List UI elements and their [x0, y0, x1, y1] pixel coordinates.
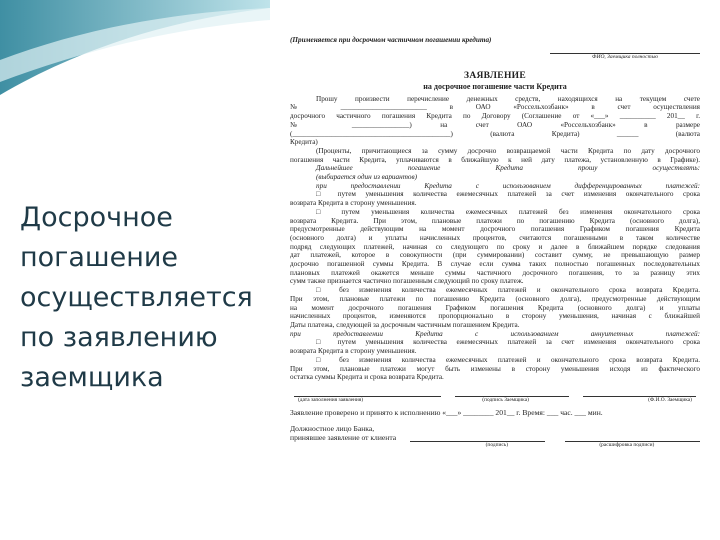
body-line: погашения части Кредита, уплачиваются в ближайшую к ней дату платежа, установленную в Графике). — [290, 155, 700, 164]
body-line: возврата Кредита в сторону уменьшения. — [290, 347, 417, 356]
body-line: Дальнейшее погашение Кредита прошу осуществлять: — [316, 164, 700, 173]
body-line: Прошу произвести перечисление денежных средств, находящихся на текущем счете — [316, 94, 700, 103]
body-line: □ без изменения количества ежемесячных платежей и окончательного срока возврата Кредита. — [316, 355, 700, 364]
body-line: на момент досрочного погашения Графиком погашения Кредита (основного долга) и уплаты — [290, 303, 700, 312]
document-title: ЗАЯВЛЕНИЕ — [464, 70, 526, 81]
body-line: □ без изменения количества ежемесячных платежей и окончательного срока возврата Кредита. — [316, 286, 700, 295]
body-line: предусмотренные действующим на момент досрочного погашения Графиком погашения Кредита — [290, 225, 700, 234]
heading-line: осуществляется — [20, 282, 253, 313]
sig-label: (Ф.И.О. Заемщика) — [648, 396, 692, 403]
body-line: □ путем уменьшения количества ежемесячных платежей за счет изменения окончательного срока — [316, 338, 700, 347]
accepted-line: Заявление проверено и принято к исполнению «___» ________ 201__ г. Время: ___ час. ___ мин. — [290, 407, 603, 417]
body-line: № ________________________ в ОАО «Россельхозбанк» в счет осуществления — [290, 103, 700, 112]
document-subtitle: на досрочное погашение части Кредита — [423, 81, 567, 91]
body-line: при предоставлении Кредита с использованием аннуитетных платежей: — [290, 329, 700, 338]
header-note: (Применяется при досрочном частичном погашении кредита) — [290, 36, 492, 44]
officer-line-2: принявшее заявление от клиента — [290, 432, 397, 442]
body-line: досрочно погашенной суммы Кредита. В случае если сумма таких полностью погашенных последовательных — [290, 260, 700, 269]
heading-line: Досрочное — [20, 202, 173, 233]
signature-labels-2 — [290, 442, 700, 449]
body-line: возврата Кредита. При этом, плановые платежи по погашению Кредита (основного долга), — [290, 216, 700, 225]
document-body — [290, 95, 700, 382]
decorative-corner-shape — [0, 0, 270, 95]
body-line: (выбирается один из вариантов) — [316, 173, 417, 182]
body-line: сумм также признается частично погашенным следующий по сроку платеж. — [290, 277, 524, 286]
heading-line: по заявлению — [20, 322, 218, 353]
body-line: начисленных процентов, изменяются пропорционально в сторону уменьшения, начиная с ближайшей — [290, 312, 700, 321]
body-line: подряд следующих платежей, начиная со следующего по сроку и далее в ближайшем порядке следования — [290, 242, 700, 251]
header-signature-block — [290, 53, 700, 61]
body-line: плановых платежей окажется меньше суммы частичного досрочного погашения, то за разницу этих — [290, 268, 700, 277]
body-line: (____________________________________________) (валюта Кредита) ______ (валюта — [290, 129, 700, 138]
body-line: Кредита) — [290, 138, 318, 147]
header-signature-label: ФИО, Заемщика полностью — [592, 53, 658, 60]
body-line: возврата Кредита в сторону уменьшения. — [290, 199, 417, 208]
body-line: □ путем уменьшения количества ежемесячных платежей без изменения окончательного срока — [316, 207, 700, 216]
body-line: досрочного частичного погашения Кредита по Договору (Соглашение от «___» __________ 201__ г. — [290, 112, 700, 121]
sig-label: (подпись Заемщика) — [482, 396, 529, 403]
body-line: □ путем уменьшения количества ежемесячных платежей за счет изменения окончательного срока — [316, 190, 700, 199]
body-line: дат платежей, которое в совокупности (при суммировании) составит сумму, не превышающую размер — [290, 251, 700, 260]
body-line: остатка суммы Кредита и срока возврата Кредита. — [290, 373, 444, 382]
body-line: (основного долга) и уплаты начисленных процентов, считаются погашенными в таком количестве — [290, 233, 700, 242]
heading-line: заемщика — [20, 362, 164, 393]
body-line: при предоставлении Кредита с использованием дифференцированных платежей: — [316, 181, 700, 190]
officer-line-1: Должностное лицо Банка, — [290, 423, 375, 433]
signature-lines-1 — [290, 390, 700, 397]
signature-labels-1 — [290, 397, 700, 404]
body-line: № ________________) на счет ОАО «Россельхозбанк» в размере — [290, 120, 700, 129]
slide-heading — [20, 198, 270, 398]
body-line: Даты платежа, следующей за досрочным частичным погашением Кредита. — [290, 320, 520, 329]
application-document-scan — [290, 36, 700, 534]
sig-label: (дата заполнения заявления) — [298, 396, 364, 403]
body-line: При этом, плановые платежи по погашению Кредита (основного долга), предусмотренные действующим — [290, 294, 700, 303]
sig-label: (расшифровка подписи) — [599, 441, 655, 448]
body-line: (Проценты, причитающиеся за сумму досрочно возвращаемой части Кредита по дату досрочного — [316, 146, 700, 155]
heading-line: погашение — [20, 242, 179, 273]
body-line: При этом, плановые платежи могут быть изменены в сторону уменьшения исходя из фактического — [290, 364, 700, 373]
sig-label: (подпись) — [485, 441, 509, 448]
